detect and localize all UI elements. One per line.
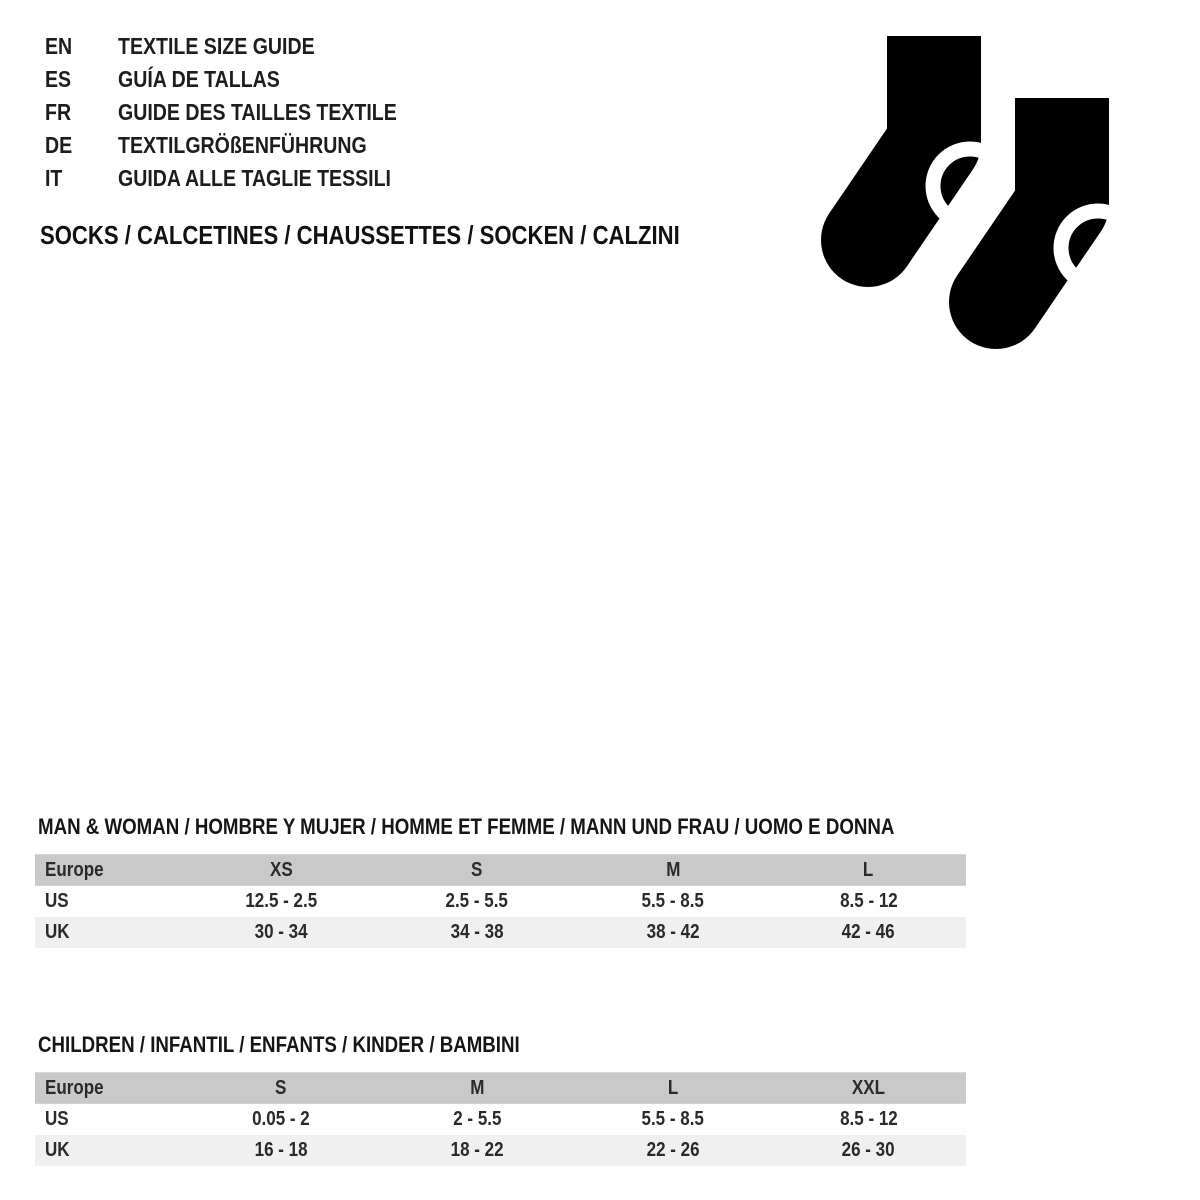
- language-code-fr: FR: [45, 99, 72, 125]
- adults-us-l: 8.5 - 12: [839, 889, 898, 912]
- children-size-section: [35, 1032, 966, 1166]
- adults-header-xs: XS: [269, 858, 293, 881]
- language-title-fr: GUIDE DES TAILLES TEXTILE: [118, 99, 397, 125]
- children-uk-l: 22 - 26: [646, 1138, 700, 1161]
- adults-size-section: [35, 814, 966, 948]
- language-row-de: [45, 129, 446, 162]
- language-row-es: [45, 63, 446, 96]
- language-code-en: EN: [45, 33, 73, 59]
- children-uk-xxl: 26 - 30: [842, 1138, 895, 1161]
- language-list: [45, 30, 446, 195]
- language-title-es: GUÍA DE TALLAS: [118, 66, 280, 92]
- adults-us-row: [35, 886, 966, 917]
- children-header-m: M: [469, 1076, 485, 1099]
- language-title-de: TEXTILGRÖßENFÜHRUNG: [118, 132, 367, 158]
- language-code-de: DE: [45, 132, 73, 158]
- adults-uk-s: 34 - 38: [450, 920, 504, 943]
- children-us-s: 0.05 - 2: [252, 1107, 310, 1130]
- children-header-region: Europe: [45, 1076, 104, 1099]
- children-uk-s: 16 - 18: [254, 1138, 308, 1161]
- adults-uk-l: 42 - 46: [842, 920, 895, 943]
- children-uk-label: UK: [45, 1138, 70, 1161]
- children-us-label: US: [45, 1107, 69, 1130]
- adults-header-m: M: [665, 858, 681, 881]
- language-code-es: ES: [45, 66, 72, 92]
- children-us-m: 2 - 5.5: [452, 1107, 502, 1130]
- adults-us-label: US: [45, 889, 69, 912]
- children-header-s: S: [275, 1076, 287, 1099]
- adults-header-s: S: [471, 858, 483, 881]
- children-uk-row: [35, 1135, 966, 1166]
- language-code-it: IT: [45, 165, 63, 191]
- language-row-en: [45, 30, 446, 63]
- adults-us-s: 2.5 - 5.5: [445, 889, 509, 912]
- language-row-fr: [45, 96, 446, 129]
- category-heading-text: SOCKS / CALCETINES / CHAUSSETTES / SOCKEN / CALZINI: [40, 220, 680, 250]
- children-us-xxl: 8.5 - 12: [839, 1107, 898, 1130]
- adults-header-l: L: [863, 858, 874, 881]
- adults-table-title: MAN & WOMAN / HOMBRE Y MUJER / HOMME ET FEMME / MANN UND FRAU / UOMO E DONNA: [38, 814, 895, 839]
- children-uk-m: 18 - 22: [450, 1138, 504, 1161]
- children-size-table: [35, 1072, 966, 1166]
- adults-uk-xs: 30 - 34: [254, 920, 308, 943]
- language-title-en: TEXTILE SIZE GUIDE: [118, 33, 315, 59]
- adults-uk-label: UK: [45, 920, 70, 943]
- language-row-it: [45, 162, 446, 195]
- adults-us-xs: 12.5 - 2.5: [245, 889, 317, 912]
- adults-header-row: [35, 855, 966, 886]
- children-header-l: L: [667, 1076, 679, 1099]
- children-header-xxl: XXL: [851, 1076, 886, 1099]
- socks-icon: [818, 28, 1110, 358]
- children-table-title: CHILDREN / INFANTIL / ENFANTS / KINDER / BAMBINI: [38, 1032, 520, 1057]
- children-us-l: 5.5 - 8.5: [641, 1107, 705, 1130]
- adults-uk-row: [35, 917, 966, 948]
- children-us-row: [35, 1104, 966, 1135]
- adults-header-region: Europe: [45, 858, 104, 881]
- category-heading: [40, 220, 793, 251]
- language-title-it: GUIDA ALLE TAGLIE TESSILI: [118, 165, 391, 191]
- children-header-row: [35, 1073, 966, 1104]
- adults-uk-m: 38 - 42: [646, 920, 700, 943]
- adults-us-m: 5.5 - 8.5: [641, 889, 705, 912]
- adults-size-table: [35, 854, 966, 948]
